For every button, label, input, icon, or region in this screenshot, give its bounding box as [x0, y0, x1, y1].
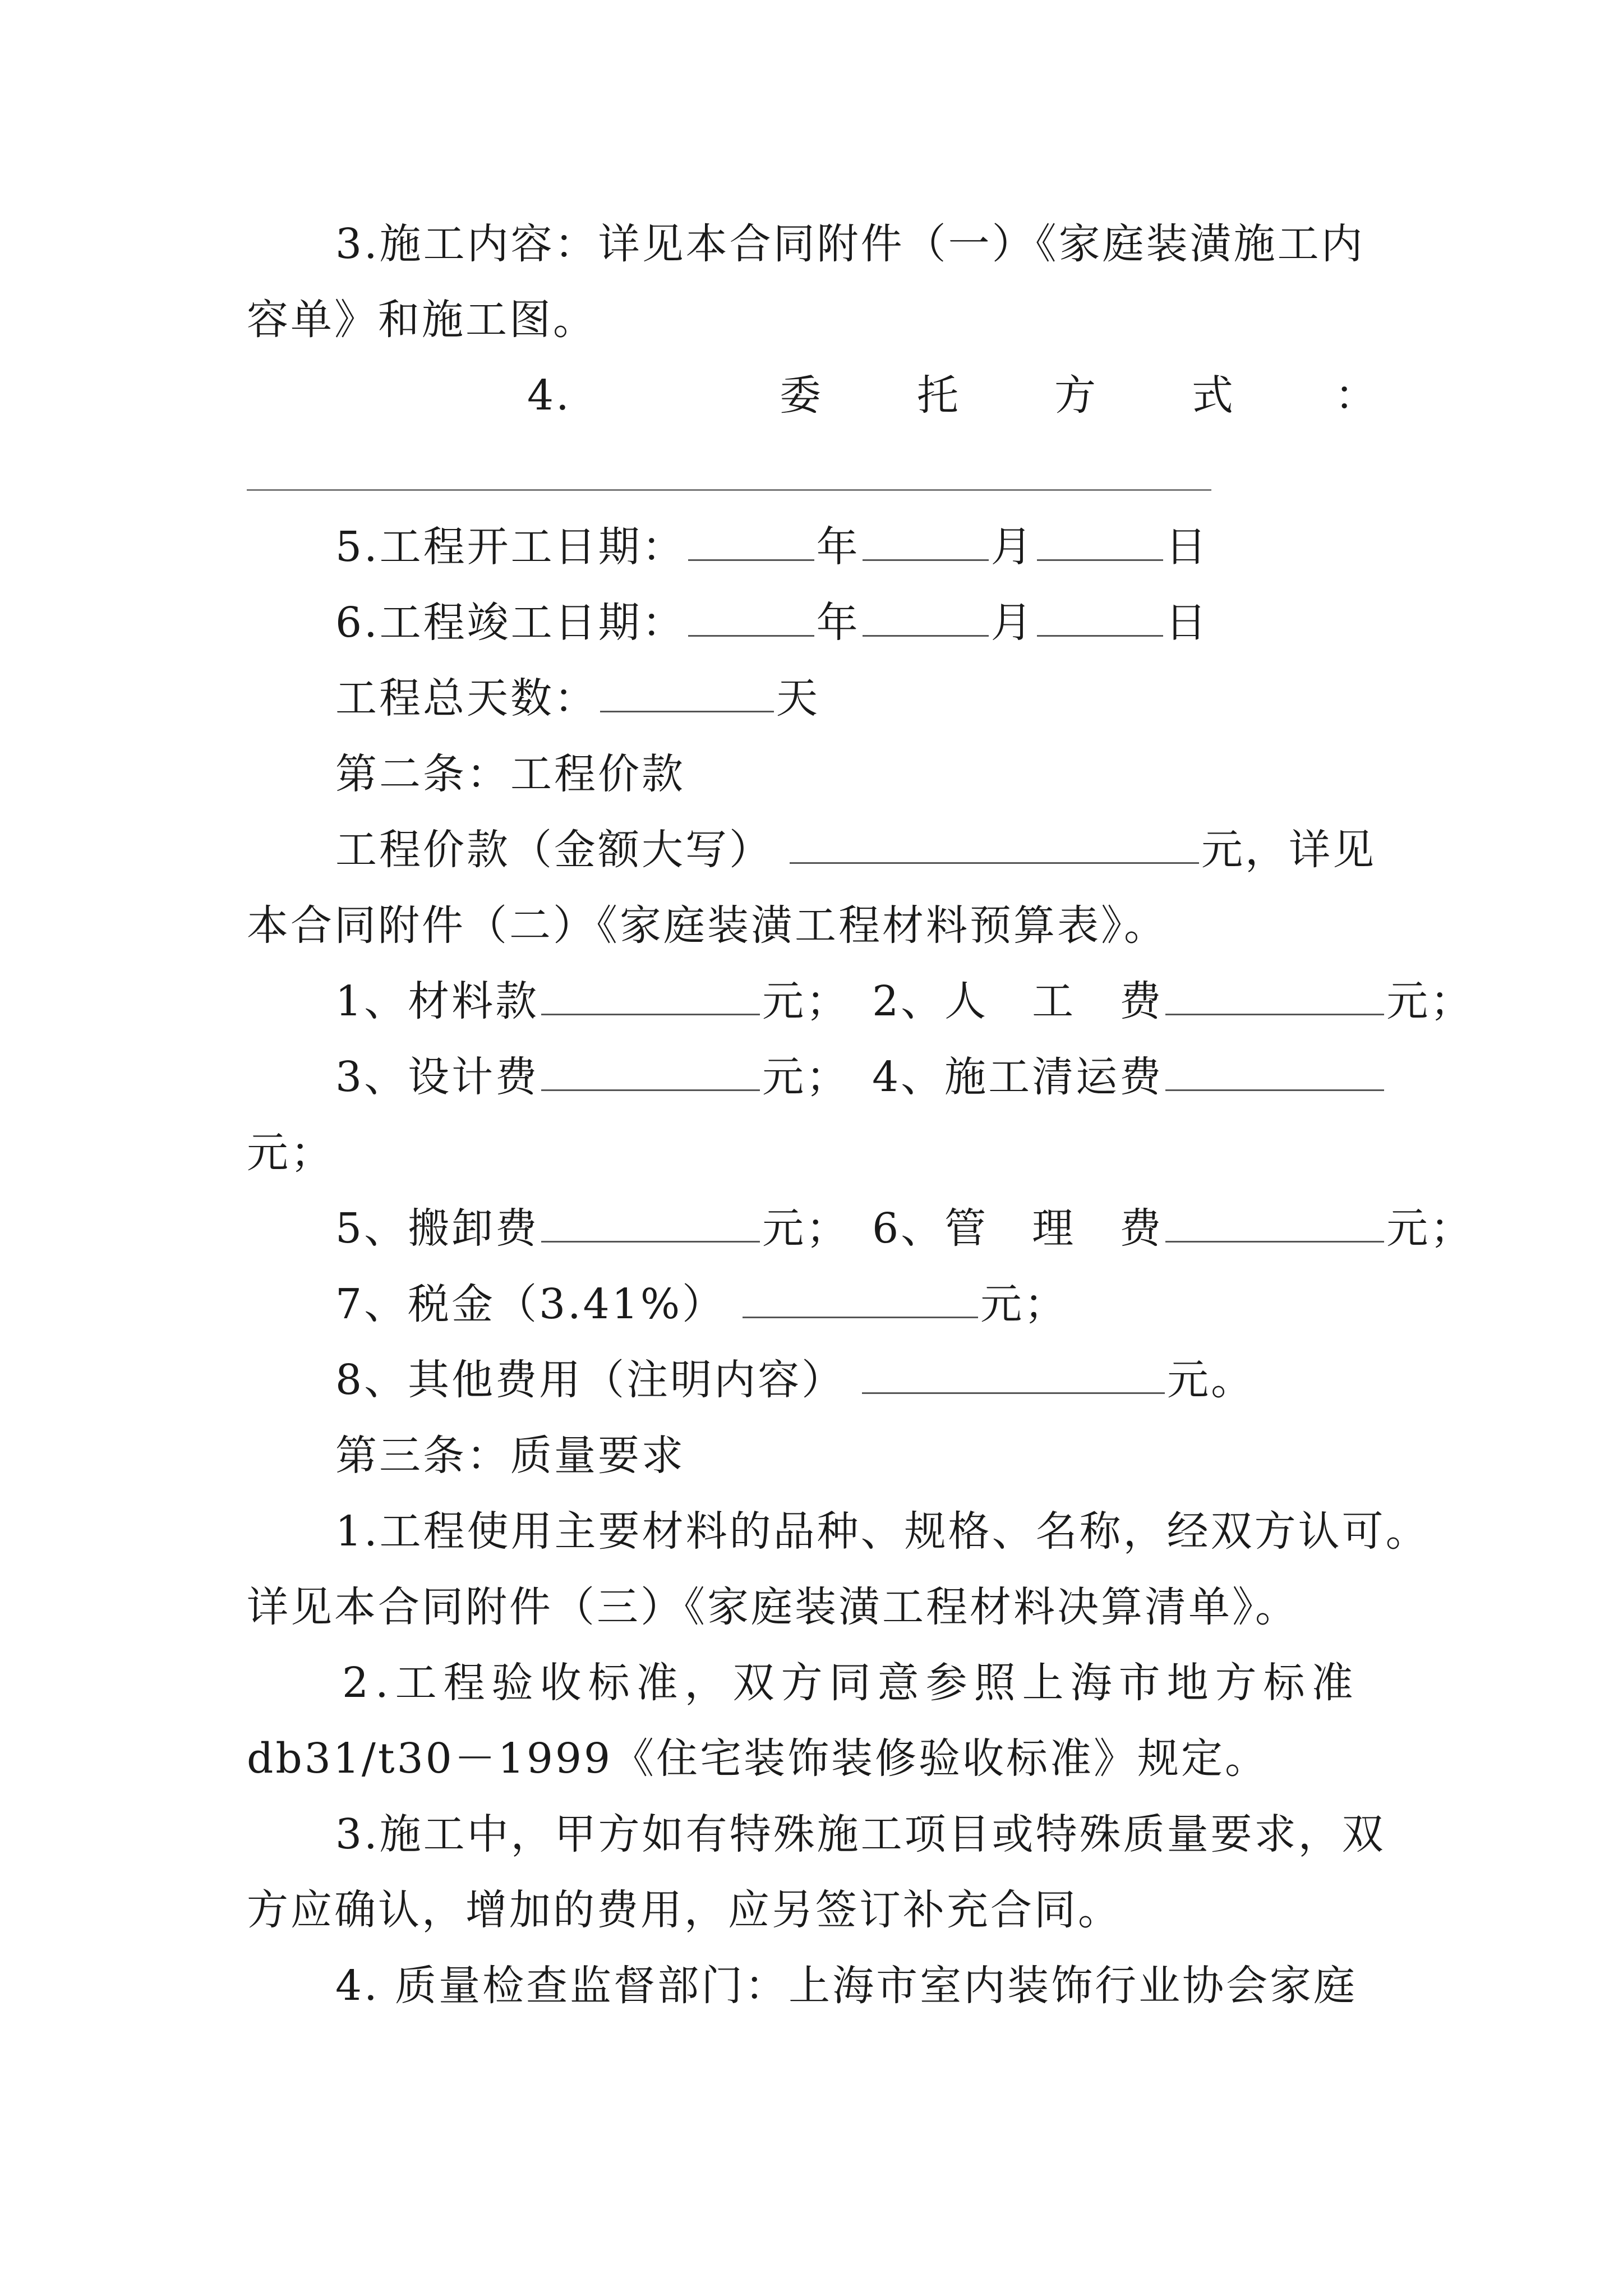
start-month-blank	[863, 520, 989, 561]
total-days-blank	[600, 671, 774, 712]
fee-line-3	[335, 1200, 1474, 1257]
moving-fee-blank	[541, 1202, 760, 1243]
end-date-label: 6.工程竣工日期：	[335, 599, 686, 647]
labor-fee-unit: 元；	[1386, 977, 1474, 1025]
end-day-unit: 日	[1165, 599, 1209, 647]
other-fee-blank	[862, 1353, 1165, 1394]
moving-fee-label: 5、搬卸费	[335, 1204, 540, 1253]
end-day-blank	[1037, 596, 1163, 637]
moving-fee-unit: 元；	[762, 1204, 850, 1253]
entrust-char-1: 委	[780, 371, 823, 420]
fee-line-2	[335, 1049, 1386, 1105]
labor-fee-label: 2、人 工 费	[872, 977, 1164, 1025]
start-date-line	[335, 519, 1209, 575]
cleanup-fee-unit: 元；	[247, 1129, 334, 1177]
start-date-label: 5.工程开工日期：	[335, 523, 686, 571]
price-line	[335, 822, 1376, 878]
management-fee-blank	[1165, 1202, 1384, 1243]
price-label: 工程价款（金额大写）	[335, 826, 773, 874]
article-three-heading: 第三条：质量要求	[335, 1432, 685, 1480]
total-days-line	[335, 670, 820, 726]
price-tail: 元，详见	[1201, 826, 1376, 874]
price-line-cont: 本合同附件（二）《家庭装潢工程材料预算表》。	[247, 901, 1168, 950]
end-year-blank	[688, 596, 814, 637]
other-fee-label: 8、其他费用（注明内容）	[335, 1356, 846, 1404]
quality-item-1: 1.工程使用主要材料的品种、规格、名称，经双方认可。	[335, 1507, 1430, 1556]
fee-line-1	[335, 973, 1474, 1029]
material-fee-blank	[541, 974, 760, 1015]
quality-item-1-cont: 详见本合同附件（三）《家庭装潢工程材料决算清单》。	[247, 1583, 1299, 1631]
management-fee-unit: 元；	[1386, 1204, 1474, 1253]
tax-blank	[743, 1277, 978, 1318]
management-fee-label: 6、管 理 费	[872, 1204, 1164, 1253]
tax-label: 7、税金（3.41%）	[335, 1280, 726, 1328]
start-year-unit: 年	[816, 523, 860, 571]
quality-item-2: 2.工程验收标准，双方同意参照上海市地方标准	[342, 1659, 1360, 1707]
design-fee-unit: 元；	[762, 1053, 850, 1101]
entrust-colon: ：	[1335, 371, 1378, 420]
entrust-char-4: 式	[1192, 371, 1235, 420]
quality-item-3: 3.施工中，甲方如有特殊施工项目或特殊质量要求，双	[335, 1810, 1386, 1858]
end-date-line	[335, 595, 1209, 651]
tax-line	[335, 1276, 1068, 1332]
start-day-unit: 日	[1165, 523, 1209, 571]
material-fee-label: 1、材料款	[335, 977, 540, 1025]
quality-item-4: 4. 质量检查监督部门：上海市室内装饰行业协会家庭	[335, 1962, 1358, 2010]
quality-item-2-cont: db31/t30－1999《住宅装饰装修验收标准》规定。	[247, 1734, 1269, 1783]
tax-unit: 元；	[980, 1280, 1068, 1328]
article-two-heading: 第二条：工程价款	[335, 750, 685, 798]
design-fee-blank	[541, 1050, 760, 1091]
cleanup-fee-label: 4、施工清运费	[872, 1053, 1164, 1101]
end-month-blank	[863, 596, 989, 637]
other-fee-unit: 元。	[1167, 1356, 1255, 1404]
clause-construction-content-cont: 容单》和施工图。	[247, 296, 597, 344]
entrust-fill-line	[247, 489, 1211, 491]
entrust-char-3: 方	[1054, 371, 1098, 420]
total-days-unit: 天	[776, 674, 820, 723]
clause-construction-content: 3.施工内容：详见本合同附件（一）《家庭装潢施工内	[335, 220, 1365, 268]
price-amount-blank	[790, 823, 1199, 864]
material-fee-unit: 元；	[762, 977, 850, 1025]
total-days-label: 工程总天数：	[335, 674, 598, 723]
cleanup-fee-blank	[1165, 1050, 1384, 1091]
entrust-char-2: 托	[917, 371, 961, 420]
entrust-num: 4.	[527, 371, 571, 420]
start-month-unit: 月	[990, 523, 1035, 571]
other-fee-line	[335, 1352, 1255, 1408]
start-year-blank	[688, 520, 814, 561]
start-day-blank	[1037, 520, 1163, 561]
end-month-unit: 月	[990, 599, 1035, 647]
quality-item-3-cont: 方应确认，增加的费用，应另签订补充合同。	[247, 1886, 1122, 1934]
end-year-unit: 年	[816, 599, 860, 647]
design-fee-label: 3、设计费	[335, 1053, 540, 1101]
labor-fee-blank	[1165, 974, 1384, 1015]
